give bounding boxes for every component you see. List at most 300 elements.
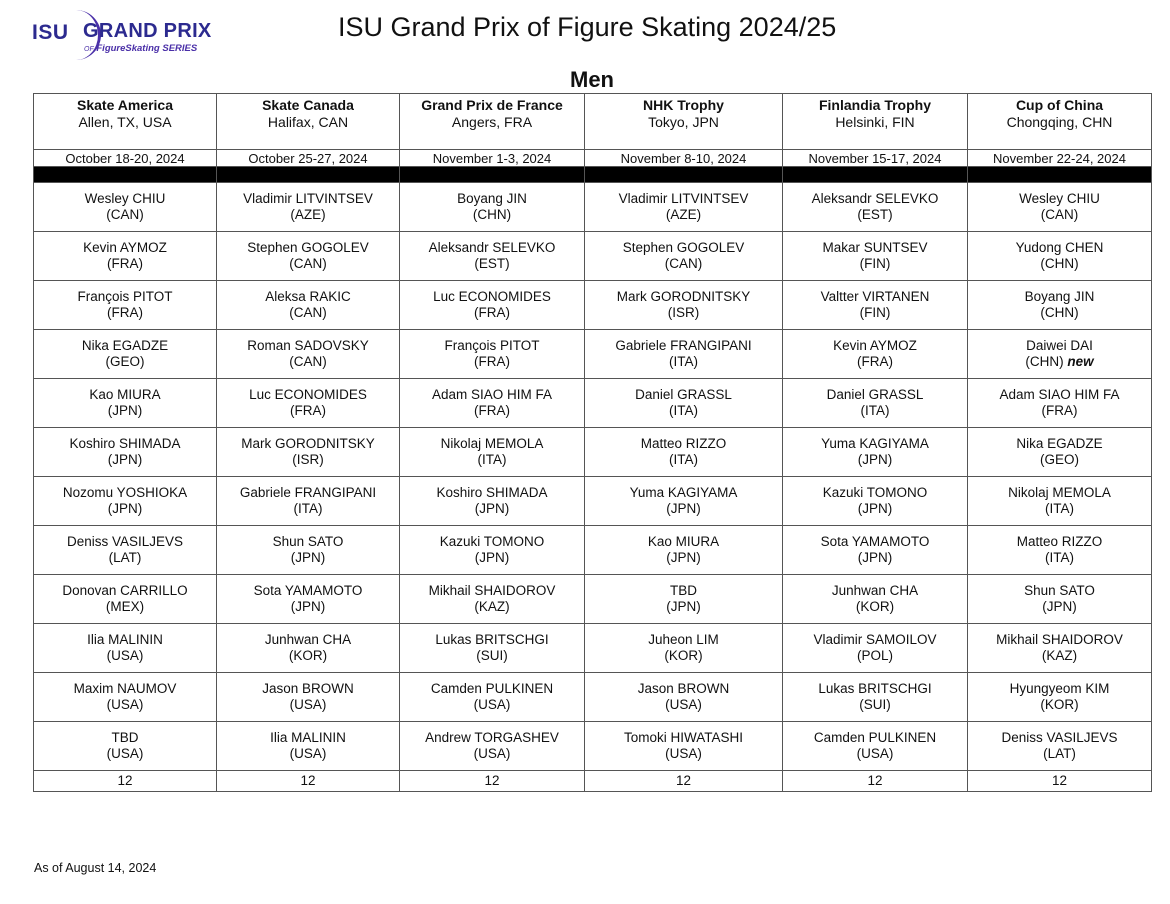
- skater-cell: [34, 183, 217, 232]
- skater-nation: [968, 746, 1151, 762]
- skater-cell: [217, 232, 400, 281]
- skater-name: Luc ECONOMIDES: [433, 289, 551, 304]
- event-header-cell: [217, 94, 400, 150]
- event-header-cell: [400, 94, 585, 150]
- skater-cell: [400, 477, 585, 526]
- skater-name: Adam SIAO HIM FA: [431, 387, 553, 402]
- skater-nation-code: (EST): [474, 256, 510, 271]
- skater-name: Mikhail SHAIDOROV: [996, 632, 1123, 647]
- skater-nation: [783, 354, 967, 370]
- skater-nation-code: (KAZ): [1041, 648, 1078, 663]
- skater-cell: [217, 526, 400, 575]
- skater-name: Juheon LIM: [648, 632, 719, 647]
- skater-name: Boyang JIN: [457, 191, 527, 206]
- event-header-cell: [783, 94, 968, 150]
- skater-nation: [585, 452, 782, 468]
- skater-name: Mark GORODNITSKY: [616, 289, 751, 304]
- skater-name: Camden PULKINEN: [813, 730, 937, 745]
- skater-nation-code: (AZE): [290, 207, 326, 222]
- skater-nation-code: (KOR): [855, 599, 895, 614]
- skater-name: Junhwan CHA: [831, 583, 919, 598]
- table-row: [34, 428, 1152, 477]
- skater-name: Nika EGADZE: [81, 338, 169, 353]
- skater-cell: [34, 232, 217, 281]
- skater-nation-code: (GEO): [105, 354, 145, 369]
- skater-nation-code: (USA): [289, 746, 327, 761]
- section-title: Men: [570, 67, 614, 92]
- skater-nation: [783, 403, 967, 419]
- skater-cell: [34, 428, 217, 477]
- skater-name: Jason BROWN: [262, 681, 354, 696]
- skater-nation: [400, 697, 584, 713]
- skater-nation-code: (CHN): [1040, 305, 1079, 320]
- table-row: [34, 624, 1152, 673]
- skater-nation-code: (KOR): [664, 648, 703, 663]
- logo-grand-prix-text: GRAND PRIX: [83, 20, 212, 42]
- skater-name: Boyang JIN: [1024, 289, 1095, 304]
- logo-isu-text: ISU: [32, 21, 69, 44]
- skater-cell: [968, 232, 1152, 281]
- skater-cell: [968, 330, 1152, 379]
- skater-cell: [400, 232, 585, 281]
- event-location: Halifax, CAN: [267, 114, 349, 130]
- skater-cell: [783, 428, 968, 477]
- skater-cell: [34, 575, 217, 624]
- event-header-cell: [34, 94, 217, 150]
- event-location: Angers, FRA: [451, 114, 533, 130]
- skater-name: Roman SADOVSKY: [247, 338, 369, 353]
- event-dates: November 8-10, 2024: [585, 150, 783, 167]
- skater-nation: [585, 697, 782, 713]
- skater-name: Gabriele FRANGIPANI: [239, 485, 377, 500]
- skater-nation: [783, 207, 967, 223]
- event-dates: November 22-24, 2024: [968, 150, 1152, 167]
- skater-nation-code: (JPN): [666, 599, 701, 614]
- skater-nation: [34, 403, 216, 419]
- skater-nation: [217, 550, 399, 566]
- skater-name: Makar SUNTSEV: [822, 240, 928, 255]
- skater-nation: [34, 697, 216, 713]
- skater-nation: [217, 501, 399, 517]
- isu-grand-prix-logo: [28, 10, 228, 62]
- table-row: [34, 673, 1152, 722]
- skater-cell: [34, 624, 217, 673]
- skater-cell: [968, 673, 1152, 722]
- skater-nation-code: (JPN): [107, 501, 143, 516]
- skater-nation-code: (ITA): [1045, 550, 1074, 565]
- skater-nation-code: (FRA): [1041, 403, 1078, 418]
- skater-nation: [34, 354, 216, 370]
- skater-cell: [34, 379, 217, 428]
- skater-cell: [783, 624, 968, 673]
- skater-nation: [968, 256, 1151, 272]
- skater-nation: [400, 207, 584, 223]
- skater-name: Yuma KAGIYAMA: [629, 485, 738, 500]
- skater-name: Deniss VASILJEVS: [1001, 730, 1118, 745]
- skater-name: Yudong CHEN: [1015, 240, 1104, 255]
- entry-count: 12: [585, 771, 783, 792]
- skater-name: TBD: [111, 730, 139, 745]
- table-row: [34, 281, 1152, 330]
- skater-cell: [217, 183, 400, 232]
- event-header-cell: [968, 94, 1152, 150]
- skater-cell: [783, 722, 968, 771]
- event-location: Helsinki, FIN: [835, 114, 915, 130]
- skater-nation-code: (JPN): [666, 550, 701, 565]
- skater-nation-code: (ITA): [860, 403, 890, 418]
- skater-nation: [585, 599, 782, 615]
- skater-name: Luc ECONOMIDES: [249, 387, 367, 402]
- skater-nation: [400, 403, 584, 419]
- skater-name: Mark GORODNITSKY: [241, 436, 375, 451]
- skater-nation: [400, 648, 584, 664]
- skater-cell: [400, 624, 585, 673]
- skater-name: Vladimir LITVINTSEV: [618, 191, 749, 206]
- skater-cell: [783, 477, 968, 526]
- skater-nation: [585, 207, 782, 223]
- skater-nation: [34, 599, 216, 615]
- skater-name: Yuma KAGIYAMA: [821, 436, 929, 451]
- skater-nation-code: (ITA): [669, 354, 698, 369]
- skater-nation: [585, 354, 782, 370]
- skater-cell: [585, 183, 783, 232]
- skater-nation-code: (CAN): [289, 354, 327, 369]
- skater-cell: [783, 330, 968, 379]
- skater-nation-code: (USA): [473, 697, 511, 712]
- skater-nation: [783, 697, 967, 713]
- skater-cell: [783, 526, 968, 575]
- skater-name: Daiwei DAI: [1026, 338, 1093, 353]
- skater-nation: [968, 354, 1151, 370]
- skater-name: Ilia MALININ: [87, 632, 163, 647]
- skater-nation-code: (CAN): [289, 305, 327, 320]
- skater-cell: [968, 722, 1152, 771]
- skater-nation: [968, 599, 1151, 615]
- skater-name: Koshiro SHIMADA: [69, 436, 181, 451]
- skater-cell: [585, 379, 783, 428]
- skater-name: Nozomu YOSHIOKA: [62, 485, 188, 500]
- skater-name: Wesley CHIU: [84, 191, 166, 206]
- skater-name: Sota YAMAMOTO: [253, 583, 363, 598]
- skater-cell: [585, 428, 783, 477]
- table-row: [34, 330, 1152, 379]
- skater-nation-code: (CAN): [106, 207, 144, 222]
- skater-nation: [34, 501, 216, 517]
- skater-name: Shun SATO: [272, 534, 344, 549]
- skater-cell: [783, 379, 968, 428]
- skater-name: Ilia MALININ: [270, 730, 346, 745]
- table-row: [34, 575, 1152, 624]
- skater-name: Kevin AYMOZ: [833, 338, 917, 353]
- skater-nation: [585, 501, 782, 517]
- skater-nation-code: (SUI): [476, 648, 508, 663]
- skater-cell: [783, 281, 968, 330]
- skater-nation-code: (JPN): [666, 501, 701, 516]
- skater-name: Mikhail SHAIDOROV: [428, 583, 556, 598]
- logo-series-text: OF FigureSkating SERIES: [84, 43, 198, 54]
- skater-nation: [585, 305, 782, 321]
- skater-nation: [34, 550, 216, 566]
- skater-name: Matteo RIZZO: [640, 436, 727, 451]
- skater-nation-code: (JPN): [107, 403, 143, 418]
- new-entry-note: new: [1067, 354, 1094, 369]
- skater-nation: [400, 305, 584, 321]
- skater-nation: [217, 599, 399, 615]
- skater-cell: [34, 722, 217, 771]
- skater-nation: [34, 305, 216, 321]
- page-title: ISU Grand Prix of Figure Skating 2024/25: [338, 12, 837, 42]
- event-location: Tokyo, JPN: [648, 114, 719, 130]
- skater-nation-code: (USA): [106, 648, 144, 663]
- divider-cell: [783, 167, 968, 183]
- skater-name: TBD: [670, 583, 697, 598]
- skater-name: Kazuki TOMONO: [822, 485, 928, 500]
- skater-cell: [585, 477, 783, 526]
- skater-nation-code: (FRA): [290, 403, 326, 418]
- table-row: [34, 477, 1152, 526]
- skater-name: Kevin AYMOZ: [83, 240, 167, 255]
- skater-nation-code: (POL): [856, 648, 893, 663]
- skater-nation: [34, 256, 216, 272]
- skater-nation: [585, 648, 782, 664]
- event-header-row: [34, 94, 1152, 150]
- skater-nation-code: (ITA): [669, 452, 698, 467]
- skater-cell: [400, 379, 585, 428]
- skater-nation-code: (USA): [856, 746, 894, 761]
- skater-cell: [585, 526, 783, 575]
- skater-nation: [217, 354, 399, 370]
- table-row: [34, 526, 1152, 575]
- skater-nation: [217, 207, 399, 223]
- skater-cell: [968, 183, 1152, 232]
- entry-count: 12: [783, 771, 968, 792]
- skater-name: Vladimir SAMOILOV: [813, 632, 937, 647]
- skater-nation: [400, 354, 584, 370]
- skater-cell: [968, 575, 1152, 624]
- divider-cell: [217, 167, 400, 183]
- event-name: Skate America: [77, 97, 173, 113]
- skater-nation-code: (ITA): [669, 403, 698, 418]
- skater-nation: [585, 256, 782, 272]
- skater-nation: [968, 697, 1151, 713]
- skater-nation: [400, 501, 584, 517]
- skater-nation-code: (ISR): [292, 452, 324, 467]
- skater-nation: [783, 256, 967, 272]
- skater-cell: [217, 330, 400, 379]
- skater-cell: [217, 379, 400, 428]
- event-dates: October 25-27, 2024: [217, 150, 400, 167]
- skater-nation-code: (KOR): [1040, 697, 1079, 712]
- skater-name: Maxim NAUMOV: [73, 681, 177, 696]
- skater-nation-code: (ITA): [293, 501, 323, 516]
- skater-name: Nikolaj MEMOLA: [1008, 485, 1111, 500]
- skater-cell: [34, 477, 217, 526]
- skater-nation-code: (JPN): [857, 501, 893, 516]
- skater-nation-code: (LAT): [108, 550, 142, 565]
- skater-nation-code: (JPN): [1042, 599, 1077, 614]
- skater-cell: [783, 183, 968, 232]
- skater-nation-code: (CHN): [1025, 354, 1064, 369]
- skater-cell: [400, 330, 585, 379]
- skater-name: Lukas BRITSCHGI: [435, 632, 549, 647]
- skater-nation-code: (ITA): [1045, 501, 1074, 516]
- skater-nation: [400, 452, 584, 468]
- skater-name: François PITOT: [444, 338, 540, 353]
- skater-cell: [400, 428, 585, 477]
- skater-name: Kazuki TOMONO: [439, 534, 545, 549]
- totals-row: [34, 771, 1152, 792]
- skater-nation: [400, 746, 584, 762]
- skater-nation: [400, 256, 584, 272]
- event-dates: October 18-20, 2024: [34, 150, 217, 167]
- event-name: Skate Canada: [262, 97, 354, 113]
- skater-nation: [400, 550, 584, 566]
- skater-nation-code: (FRA): [474, 305, 510, 320]
- skater-name: Lukas BRITSCHGI: [818, 681, 932, 696]
- skater-cell: [400, 281, 585, 330]
- skater-name: Deniss VASILJEVS: [66, 534, 184, 549]
- skater-cell: [217, 281, 400, 330]
- skater-cell: [585, 722, 783, 771]
- skater-nation-code: (AZE): [665, 207, 702, 222]
- skater-name: Daniel GRASSL: [826, 387, 924, 402]
- event-name: Cup of China: [1015, 97, 1104, 113]
- skater-nation-code: (CAN): [664, 256, 703, 271]
- skater-cell: [968, 477, 1152, 526]
- skater-nation: [34, 207, 216, 223]
- event-dates: November 1-3, 2024: [400, 150, 585, 167]
- skater-name: Daniel GRASSL: [635, 387, 732, 402]
- skater-nation: [783, 599, 967, 615]
- skater-nation-code: (JPN): [857, 550, 893, 565]
- skater-nation: [968, 305, 1151, 321]
- event-dates-row: [34, 150, 1152, 167]
- skater-cell: [400, 722, 585, 771]
- divider-cell: [585, 167, 783, 183]
- skater-name: Valtter VIRTANEN: [820, 289, 930, 304]
- skater-nation: [34, 648, 216, 664]
- skater-cell: [585, 281, 783, 330]
- skater-nation-code: (USA): [289, 697, 327, 712]
- skater-nation: [968, 452, 1151, 468]
- skater-nation-code: (JPN): [474, 501, 510, 516]
- skater-cell: [968, 624, 1152, 673]
- skater-nation: [217, 452, 399, 468]
- skater-nation-code: (USA): [106, 697, 144, 712]
- skater-name: Camden PULKINEN: [430, 681, 554, 696]
- skater-cell: [34, 330, 217, 379]
- skater-cell: [400, 673, 585, 722]
- event-location: Chongqing, CHN: [1006, 114, 1113, 130]
- event-name: Grand Prix de France: [421, 97, 563, 113]
- skater-name: Nika EGADZE: [1016, 436, 1103, 451]
- skater-name: Jason BROWN: [637, 681, 730, 696]
- table-row: [34, 232, 1152, 281]
- skater-nation-code: (LAT): [1043, 746, 1076, 761]
- skater-nation-code: (FRA): [474, 354, 510, 369]
- skater-nation: [217, 697, 399, 713]
- divider-cell: [34, 167, 217, 183]
- event-header-cell: [585, 94, 783, 150]
- skater-cell: [34, 281, 217, 330]
- skater-nation: [783, 305, 967, 321]
- table-row: [34, 183, 1152, 232]
- event-name: NHK Trophy: [643, 97, 724, 113]
- skater-name: Wesley CHIU: [1019, 191, 1100, 206]
- skater-name: Adam SIAO HIM FA: [999, 387, 1120, 402]
- entry-count: 12: [217, 771, 400, 792]
- skater-cell: [585, 232, 783, 281]
- skater-nation: [585, 746, 782, 762]
- skater-name: Andrew TORGASHEV: [425, 730, 559, 745]
- entries-table: [33, 93, 1152, 792]
- skater-nation: [968, 550, 1151, 566]
- skater-nation: [217, 648, 399, 664]
- skater-name: Hyungyeom KIM: [1009, 681, 1110, 696]
- skater-name: Junhwan CHA: [264, 632, 352, 647]
- skater-nation: [217, 305, 399, 321]
- skater-cell: [585, 330, 783, 379]
- skater-nation-code: (CAN): [1040, 207, 1079, 222]
- skater-cell: [968, 526, 1152, 575]
- event-name: Finlandia Trophy: [818, 97, 931, 113]
- skater-cell: [217, 673, 400, 722]
- skater-name: Stephen GOGOLEV: [247, 240, 369, 255]
- skater-nation-code: (GEO): [1040, 452, 1079, 467]
- skater-cell: [217, 477, 400, 526]
- skater-name: Gabriele FRANGIPANI: [615, 338, 752, 353]
- skater-cell: [400, 183, 585, 232]
- skater-nation-code: (FRA): [857, 354, 893, 369]
- skater-name: Kao MIURA: [89, 387, 161, 402]
- skater-cell: [783, 673, 968, 722]
- skater-cell: [783, 232, 968, 281]
- skater-nation-code: (CHN): [472, 207, 512, 222]
- skater-name: Shun SATO: [1024, 583, 1095, 598]
- skater-name: Koshiro SHIMADA: [436, 485, 548, 500]
- skater-name: Stephen GOGOLEV: [622, 240, 745, 255]
- divider-cell: [400, 167, 585, 183]
- skater-name: Sota YAMAMOTO: [820, 534, 930, 549]
- skater-nation-code: (USA): [665, 697, 702, 712]
- skater-nation: [783, 452, 967, 468]
- skater-nation: [217, 403, 399, 419]
- skater-nation-code: (SUI): [859, 697, 891, 712]
- skater-name: Nikolaj MEMOLA: [440, 436, 544, 451]
- skater-name: Aleksa RAKIC: [265, 289, 351, 304]
- skater-cell: [585, 575, 783, 624]
- skater-cell: [968, 281, 1152, 330]
- skater-nation: [783, 501, 967, 517]
- skater-nation-code: (USA): [473, 746, 511, 761]
- skater-name: Vladimir LITVINTSEV: [243, 191, 373, 206]
- skater-name: Donovan CARRILLO: [62, 583, 188, 598]
- skater-name: Aleksandr SELEVKO: [428, 240, 556, 255]
- skater-nation-code: (ITA): [477, 452, 507, 467]
- skater-nation-code: (EST): [857, 207, 893, 222]
- skater-nation: [968, 648, 1151, 664]
- table-row: [34, 722, 1152, 771]
- skater-nation: [783, 648, 967, 664]
- skater-nation-code: (MEX): [105, 599, 145, 614]
- skater-cell: [585, 673, 783, 722]
- skater-nation-code: (USA): [665, 746, 702, 761]
- skater-cell: [217, 428, 400, 477]
- skater-nation-code: (FIN): [859, 256, 891, 271]
- skater-nation: [585, 550, 782, 566]
- skater-nation: [968, 501, 1151, 517]
- skater-cell: [400, 526, 585, 575]
